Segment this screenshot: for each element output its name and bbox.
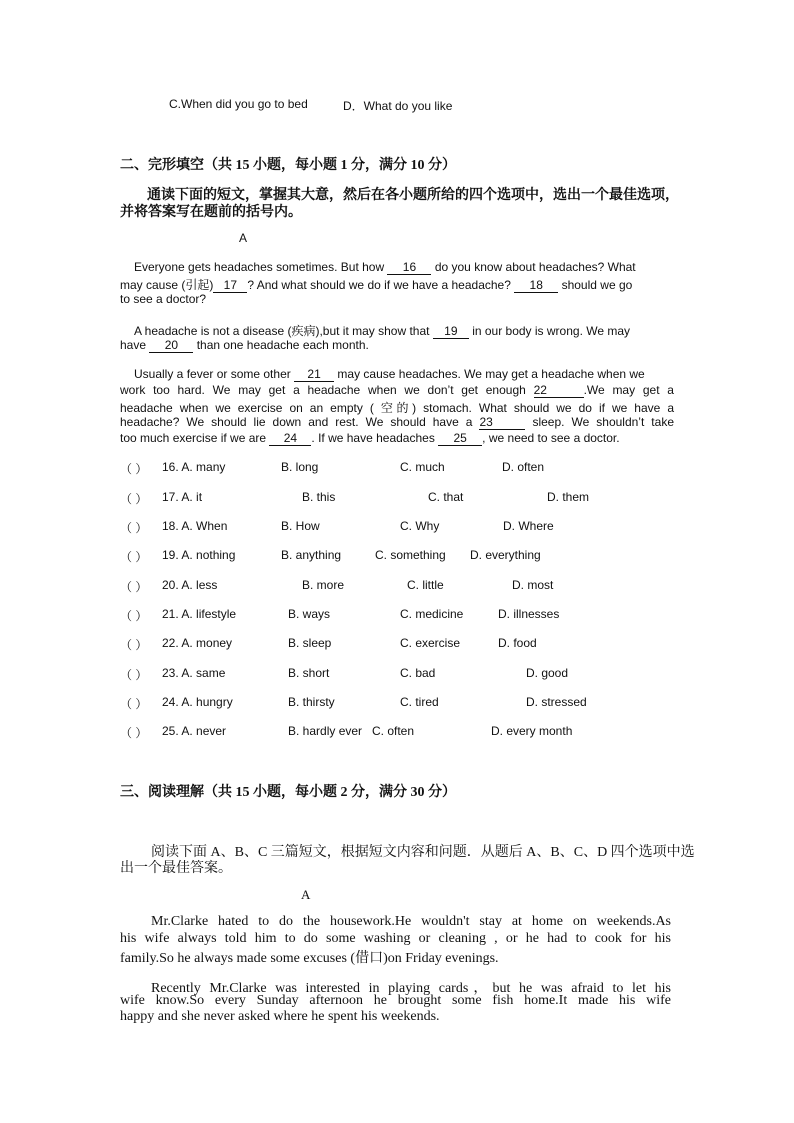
- answer-paren[interactable]: （ ）: [120, 609, 148, 623]
- cloze-p3-line5: too much exercise if we are 24 . If we have headaches 25 , we need to see a doctor.: [120, 431, 620, 445]
- reading-passage-label-a: A: [301, 887, 311, 902]
- answer-paren[interactable]: （ ）: [120, 462, 148, 476]
- section3-instruction-2: 出一个最佳答案。: [120, 861, 232, 876]
- reading-p1-line3: family.So he always made some excuses (借口)on Friday evenings.: [120, 951, 499, 966]
- blank-16: 16: [387, 261, 431, 275]
- option-d-prev: D．What do you like: [343, 99, 453, 113]
- blank-17: 17: [213, 279, 247, 293]
- answer-paren[interactable]: （ ）: [120, 668, 148, 682]
- cloze-p3-line4: headache? We should lie down and rest. We should have a 23 sleep. We shouldn’t take: [120, 415, 674, 429]
- blank-23: 23: [479, 416, 525, 430]
- blank-22: 22: [534, 384, 584, 398]
- reading-p2-line3: happy and she never asked where he spent his weekends.: [120, 1009, 440, 1024]
- reading-p2-line1: Recently Mr.Clarke was interested in playing cards，but he was afraid to let his: [151, 981, 671, 996]
- answer-paren[interactable]: （ ）: [120, 697, 148, 711]
- blank-19: 19: [433, 325, 469, 339]
- answer-paren[interactable]: （ ）: [120, 726, 148, 740]
- cloze-p1-line1: Everyone gets headaches sometimes. But how 16 do you know about headaches? What: [134, 260, 636, 274]
- answer-paren[interactable]: （ ）: [120, 580, 148, 594]
- option-c-prev: C.When did you go to bed: [169, 97, 308, 111]
- blank-25: 25: [438, 432, 482, 446]
- cloze-p3-line2: work too hard. We may get a headache when we don’t get enough 22 .We may get a: [120, 383, 674, 397]
- section3-instruction-1: 阅读下面 A、B、C 三篇短文，根据短文内容和问题．从题后 A、B、C、D 四个选项中选: [151, 845, 695, 860]
- passage-label-a: A: [239, 231, 248, 245]
- reading-p1-line2: his wife always told him to do some washing or cleaning , or he had to cook for his: [120, 931, 671, 946]
- section2-heading: 二、完形填空（共 15 小题，每小题 1 分，满分 10 分）: [120, 158, 456, 173]
- blank-21: 21: [294, 368, 334, 382]
- answer-paren[interactable]: （ ）: [120, 550, 148, 564]
- cloze-p1-line3: to see a doctor?: [120, 292, 207, 306]
- answer-paren[interactable]: （ ）: [120, 638, 148, 652]
- reading-p2-line2: wife know.So every Sunday afternoon he brought some fish home.It made his wife: [120, 993, 671, 1008]
- cloze-p1-line2: may cause (引起) 17 ? And what should we do if we have a headache? 18 should we go: [120, 278, 633, 292]
- answer-paren[interactable]: （ ）: [120, 521, 148, 535]
- blank-18: 18: [514, 279, 558, 293]
- cloze-p2-line2: have 20 than one headache each month.: [120, 338, 369, 352]
- section2-instruction-2: 并将答案写在题前的括号内。: [120, 205, 302, 220]
- blank-20: 20: [149, 339, 193, 353]
- blank-24: 24: [269, 432, 311, 446]
- answer-paren[interactable]: （ ）: [120, 492, 148, 506]
- cloze-p2-line1: A headache is not a disease (疾病),but it may show that 19 in our body is wrong. We may: [134, 324, 631, 338]
- cloze-p3-line3: headache when we exercise on an empty ( 空的) stomach. What should we do if we have a: [120, 401, 674, 415]
- reading-p1-line1: Mr.Clarke hated to do the housework.He wouldn't stay at home on weekends.As: [151, 914, 671, 929]
- cloze-p3-line1: Usually a fever or some other 21 may cause headaches. We may get a headache when we: [134, 367, 645, 381]
- section3-heading: 三、阅读理解（共 15 小题，每小题 2 分，满分 30 分）: [120, 785, 456, 800]
- section2-instruction-1: 通读下面的短文，掌握其大意，然后在各小题所给的四个选项中，选出一个最佳选项，: [147, 188, 679, 203]
